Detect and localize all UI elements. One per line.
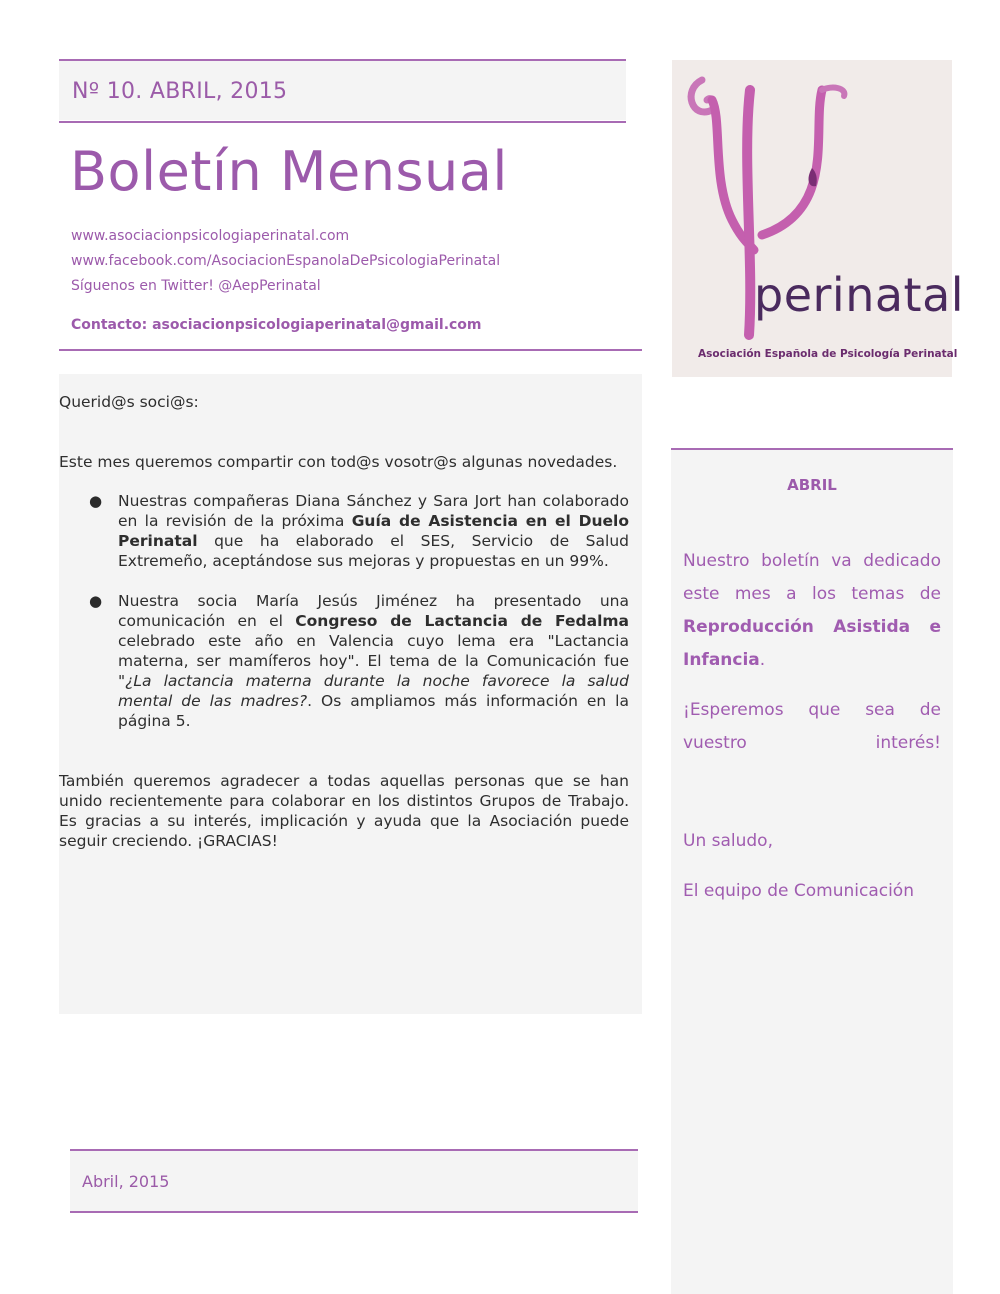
closing-text: También queremos agradecer a todas aquellas personas que se han unido recientemente para colaborar en los distintos Grupos de Trabajo. Es gracias a su interés, implicación y ayuda que la Asociación puede seguir creciendo. ¡GRACIAS! [59, 772, 629, 850]
issue-banner [59, 61, 626, 120]
bullet2-text-c: celebrado este año en Valencia cuyo lema era "Lactancia materna, ser mamíferos hoy". El tema de la Comunicación fue " [118, 632, 629, 690]
dedication-topic: Reproducción Asistida e Infancia [683, 617, 941, 670]
sidebar-signature: El equipo de Comunicación [683, 881, 914, 901]
logo [672, 60, 965, 377]
dedication-text: Nuestro boletín va dedicado este mes a los temas de [683, 551, 941, 604]
bullet-dot: ● [89, 592, 103, 610]
page-title: Boletín Mensual [70, 140, 508, 203]
footer-date: Abril, 2015 [82, 1172, 170, 1191]
bullet2-highlight: Congreso de Lactancia de Fedalma [295, 612, 630, 630]
greeting: Querid@s soci@s: [59, 393, 199, 411]
list-item-guia [118, 491, 629, 571]
bullet2-text-e: . Os ampliamos más información en la página 5. [118, 692, 629, 730]
website-link[interactable]: www.asociacionpsicologiaperinatal.com [71, 228, 350, 244]
bullet1-text-a: Nuestras compañeras Diana Sánchez y Sara Jort han colaborado en la revisión de la próxima [118, 492, 629, 530]
intro-text: Este mes queremos compartir con tod@s vosotr@s algunas novedades. [59, 453, 618, 471]
sidebar-dedication [683, 545, 941, 677]
twitter-text: Síguenos en Twitter! @AepPerinatal [71, 278, 321, 294]
bullet1-text-c: que ha elaborado el SES, Servicio de Salud Extremeño, aceptándose sus mejoras y propuestas en un 99%. [118, 532, 629, 570]
sidebar-wish: ¡Esperemos que sea de vuestro interés! [683, 700, 941, 753]
psi-icon [672, 60, 952, 377]
sidebar-heading: ABRIL [787, 476, 837, 494]
logo-wordmark: perinatal [754, 268, 965, 322]
issue-number: Nº 10. ABRIL, 2015 [72, 79, 288, 104]
facebook-link[interactable]: www.facebook.com/AsociacionEspanolaDePsicologiaPerinatal [71, 253, 501, 269]
footer-bottom-rule [70, 1211, 638, 1213]
header-bottom-rule [59, 349, 642, 351]
logo-org-name: Asociación Española de Psicología Perinatal [698, 348, 958, 360]
main-content [59, 374, 642, 1014]
list-item-congreso [118, 591, 629, 731]
issue-bottom-rule [59, 121, 626, 123]
sidebar [671, 450, 953, 1294]
bullet2-italic: ¿La lactancia materna durante la noche favorece la salud mental de las madres? [118, 672, 629, 710]
bullet2-text-a: Nuestra socia María Jesús Jiménez ha presentado una comunicación en el [118, 592, 629, 630]
header-links [71, 227, 500, 302]
footer-banner [70, 1151, 638, 1211]
sidebar-greeting: Un saludo, [683, 831, 773, 851]
bullet-dot: ● [89, 492, 103, 510]
dedication-period: . [759, 650, 766, 670]
contact-email[interactable]: Contacto: asociacionpsicologiaperinatal@gmail.com [71, 317, 482, 333]
bullet1-highlight: Guía de Asistencia en el Duelo Perinatal [118, 512, 629, 550]
